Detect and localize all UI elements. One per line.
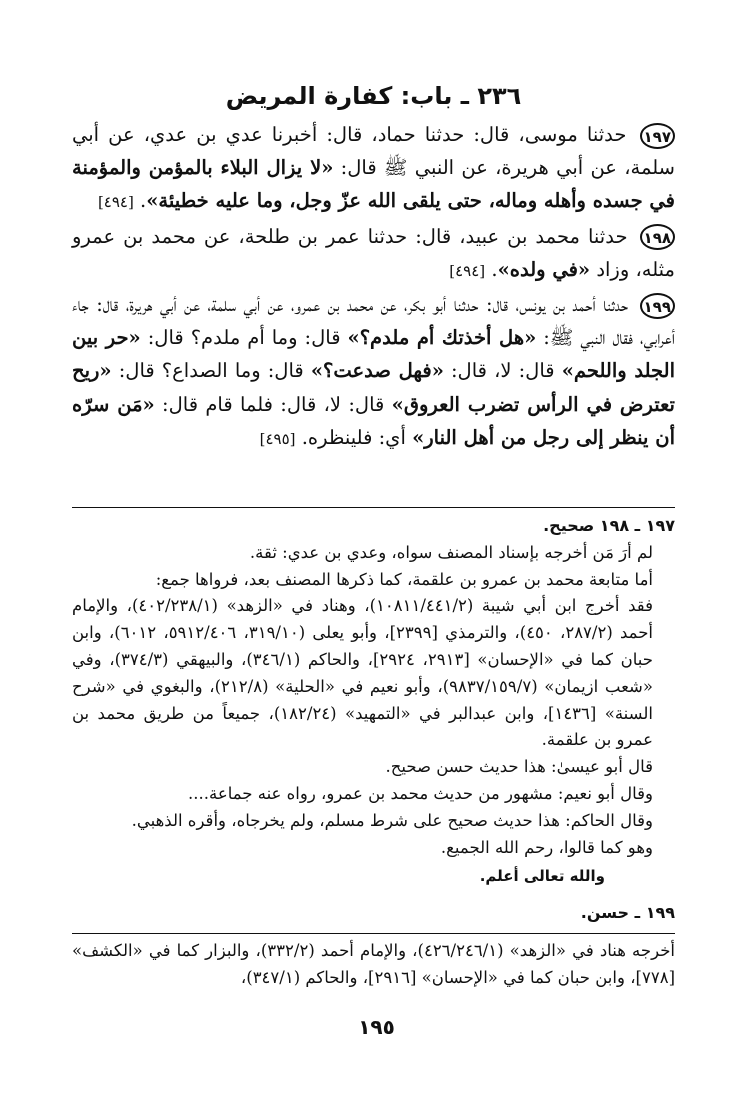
footnotes-block: [72, 513, 675, 992]
footnote-line: لم أرَ مَن أخرجه بإسناد المصنف سواه، وعدي بن عدي: ثقة.: [249, 542, 653, 562]
footnote-closing: والله تعالى أعلم.: [479, 867, 605, 886]
hadith-quote: «مَن سرّه أن ينظر إلى رجل من أهل النار»: [72, 392, 675, 449]
hadith-text: حدثنا موسى، قال: حدثنا حماد، قال: أخبرنا عدي بن عدي، عن أبي سلمة، عن أبي هريرة، عن النبي ﷺ قال:: [72, 123, 676, 180]
hadith-quote: «فهل صدعت؟»: [310, 359, 444, 383]
hadith-text: .: [485, 257, 498, 281]
hadith-197: [72, 118, 675, 220]
footnote-heading: ١٩٩ ـ حسن.: [580, 903, 675, 923]
hadith-quote: «ريح تعترض في الرأس تضرب العروق»: [72, 359, 675, 416]
page-number: ١٩٥: [358, 1015, 395, 1039]
hadith-text: قال: لا، قال:: [443, 359, 562, 383]
cross-reference: [٤٩٤]: [449, 261, 486, 280]
hadith-198: [72, 220, 675, 288]
hadith-quote: «هل أخذتك أم ملدم؟»: [347, 326, 537, 350]
footnote-divider: [72, 507, 675, 508]
footnote-line: أما متابعة محمد بن عمرو بن علقمة، كما ذكرها المصنف بعد، فرواها جمع:: [155, 569, 653, 589]
hadith-quote: «حر بين الجلد واللحم»: [72, 326, 675, 383]
hadith-quote: «في ولده»: [497, 257, 591, 281]
footnote-line: أخرجه هناد في «الزهد» (٤٢٦/٢٤٦/١)، والإمام أحمد (٣٣٢/٢)، والبزار كما في «الكشف» [٧٧٨]، وابن حبان كما في «الإحسان» [٢٩١٦]، والحاكم (٣٤٧/١)،: [72, 940, 675, 987]
hadith-text: حدثنا أحمد بن يونس، قال: حدثنا أبو بكر، عن محمد بن عمرو، عن أبي سلمة، عن أبي هريرة، قال: جاء أعرابي، فقال النبي ﷺ:: [72, 293, 675, 350]
footnote-line: وهو كما قالوا، رحم الله الجميع.: [440, 837, 653, 857]
footnote-spacer: [72, 890, 675, 900]
hadith-quote: «لا يزال البلاء بالمؤمن والمؤمنة في جسده وأهله وماله، حتى يلقى الله عزّ وجل، وما عليه خطيئة»: [72, 156, 675, 213]
cross-reference: [٤٩٥]: [259, 429, 296, 448]
footnote-line: قال أبو عيسىٰ: هذا حديث حسن صحيح.: [385, 757, 653, 777]
cross-reference: [٤٩٤]: [97, 193, 134, 212]
hadith-number-badge: ١٩٩: [640, 293, 675, 319]
hadith-text: أي: فلينظره.: [295, 425, 413, 449]
hadith-number-badge: ١٩٧: [640, 123, 675, 149]
hadith-text-block: [72, 118, 675, 456]
hadith-text: قال: وما أم ملدم؟ قال:: [140, 326, 348, 350]
footnote-line: وقال أبو نعيم: مشهور من حديث محمد بن عمرو، رواه عنه جماعة....: [188, 783, 653, 803]
hadith-text: قال: لا، قال: فلما قام قال:: [154, 392, 392, 416]
hadith-text: .: [133, 189, 147, 213]
hadith-199: [72, 288, 675, 456]
footnote-heading: ١٩٧ ـ ١٩٨ صحيح.: [543, 516, 675, 535]
hadith-text: قال: وما الصداع؟ قال:: [111, 359, 311, 383]
hadith-number-badge: ١٩٨: [640, 224, 675, 250]
chapter-heading: ٢٣٦ ـ باب: كفارة المريض: [225, 82, 522, 110]
footnote-line: وقال الحاكم: هذا حديث صحيح على شرط مسلم، ولم يخرجاه، وأقره الذهبي.: [131, 810, 653, 830]
hadith-text: حدثنا محمد بن عبيد، قال: حدثنا عمر بن طلحة، عن محمد بن عمرو مثله، وزاد: [72, 224, 675, 281]
footnote-line: فقد أخرج ابن أبي شيبة (١٠٨١١/٤٤١/٢)، وهناد في «الزهد» (٤٠٢/٢٣٨/١)، والإمام أحمد (٢٨٧/٢، ٤٥٠)، والترمذي [٢٣٩٩]، وأبو يعلى (٣١٩/١٠، ٥٩١٢/٤٠٦، ٦٠١٢)، وابن حبان كما في «الإحسان» [٢٩١٣، ٢٩٢٤]، والحاكم (٣٤٦/١)، والبيهقي (٣٧٤/٣)، وفي «شعب ازيمان» (٩٨٣٧/١٥٩/٧)، وأبو نعيم في «الحلية» (٢١٢/٨)، والبغوي في «شرح السنة» [١٤٣٦]، وابن عبدالبر في «التمهيد» (١٨٢/٢٤)، جميعاً من طريق محمد بن عمرو بن علقمة.: [72, 596, 653, 750]
footnote-separator: [72, 933, 675, 934]
